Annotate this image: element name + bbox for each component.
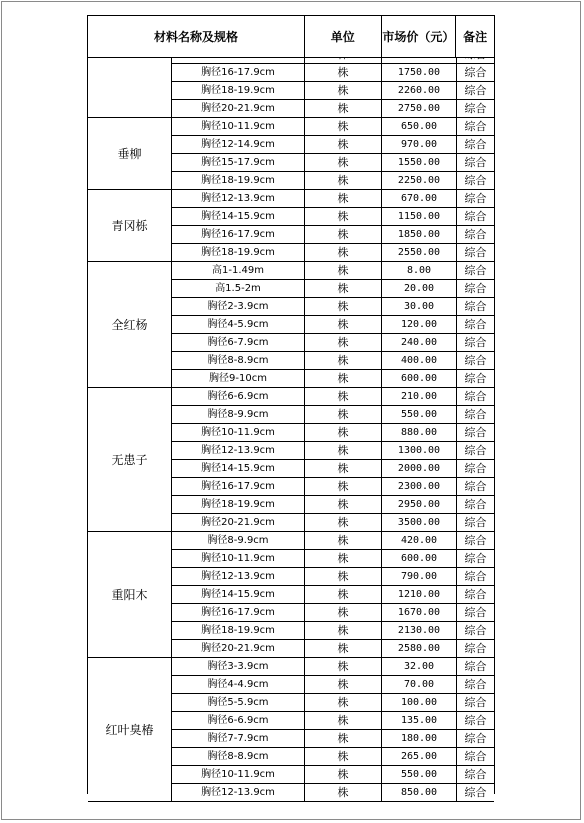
table-row — [172, 316, 494, 334]
table-row — [172, 532, 494, 550]
price-cell: 600.00 — [382, 370, 457, 387]
unit-cell: 株 — [305, 766, 382, 783]
table-row — [172, 478, 494, 496]
note-cell: 综合 — [464, 624, 487, 637]
group-name: 红叶臭椿 — [88, 658, 172, 801]
table-row — [172, 334, 494, 352]
price-cell: 2550.00 — [382, 244, 457, 261]
price-cell: 790.00 — [382, 568, 457, 585]
price-cell: 1150.00 — [382, 208, 457, 225]
table-row — [172, 82, 494, 100]
spec-cell: 胸径20-21.9cm — [172, 100, 305, 117]
unit-cell: 株 — [305, 676, 382, 693]
table-group — [88, 190, 494, 262]
header-name-spec: 材料名称及规格 — [88, 16, 305, 57]
table-row — [172, 118, 494, 136]
header-price: 市场价（元） — [382, 16, 457, 57]
table-row — [172, 208, 494, 226]
table-row — [172, 766, 494, 784]
spec-cell: 胸径10-11.9cm — [172, 766, 305, 783]
price-cell: 550.00 — [382, 766, 457, 783]
spec-cell: 胸径16-17.9cm — [172, 226, 305, 243]
table-row — [172, 280, 494, 298]
note-cell: 综合 — [464, 642, 487, 655]
price-cell: 120.00 — [382, 316, 457, 333]
table-row — [172, 100, 494, 117]
price-cell: 1750.00 — [382, 64, 457, 81]
table-row — [172, 64, 494, 82]
unit-cell: 株 — [305, 496, 382, 513]
note-cell: 综合 — [464, 714, 487, 727]
group-name: 垂柳 — [88, 118, 172, 189]
table-row — [172, 244, 494, 261]
price-cell: 2580.00 — [382, 640, 457, 657]
unit-cell: 株 — [305, 64, 382, 81]
unit-cell: 株 — [305, 370, 382, 387]
note-cell: 综合 — [464, 750, 487, 763]
spec-cell: 胸径5-5.9cm — [172, 694, 305, 711]
table-group — [88, 388, 494, 532]
price-cell: 2300.00 — [382, 478, 457, 495]
note-cell: 综合 — [464, 192, 487, 205]
note-cell: 综合 — [464, 336, 487, 349]
table-row — [172, 352, 494, 370]
spec-cell: 胸径12-14.9cm — [172, 136, 305, 153]
unit-cell: 株 — [305, 658, 382, 675]
note-cell: 综合 — [464, 318, 487, 331]
spec-cell: 胸径15-17.9cm — [172, 154, 305, 171]
table-row — [172, 622, 494, 640]
price-cell: 180.00 — [382, 730, 457, 747]
spec-cell: 胸径6-6.9cm — [172, 388, 305, 405]
unit-cell: 株 — [305, 442, 382, 459]
note-cell: 综合 — [464, 534, 487, 547]
spec-cell: 胸径12-13.9cm — [172, 568, 305, 585]
price-cell: 670.00 — [382, 190, 457, 207]
unit-cell: 株 — [305, 532, 382, 549]
spec-cell: 胸径18-19.9cm — [172, 82, 305, 99]
spec-cell: 胸径18-19.9cm — [172, 244, 305, 261]
note-cell: 综合 — [464, 246, 487, 259]
spec-cell: 胸径14-15.9cm — [172, 586, 305, 603]
spec-cell: 胸径18-19.9cm — [172, 622, 305, 639]
table-rows — [88, 46, 494, 802]
unit-cell: 株 — [305, 568, 382, 585]
unit-cell: 株 — [305, 226, 382, 243]
table-row — [172, 460, 494, 478]
note-cell: 综合 — [464, 390, 487, 403]
note-cell: 综合 — [464, 570, 487, 583]
table-row — [172, 370, 494, 387]
price-cell: 100.00 — [382, 694, 457, 711]
price-cell: 210.00 — [382, 388, 457, 405]
table-row — [172, 406, 494, 424]
unit-cell: 株 — [305, 514, 382, 531]
note-cell: 综合 — [464, 462, 487, 475]
price-cell: 265.00 — [382, 748, 457, 765]
price-cell: 30.00 — [382, 298, 457, 315]
spec-cell: 胸径8-8.9cm — [172, 352, 305, 369]
spec-cell: 胸径12-13.9cm — [172, 442, 305, 459]
table-group — [88, 262, 494, 388]
group-name: 无患子 — [88, 388, 172, 531]
spec-cell: 胸径8-8.9cm — [172, 748, 305, 765]
table-row — [172, 676, 494, 694]
spec-cell: 胸径10-11.9cm — [172, 424, 305, 441]
table-row — [172, 226, 494, 244]
price-cell: 880.00 — [382, 424, 457, 441]
note-cell: 综合 — [464, 174, 487, 187]
unit-cell: 株 — [305, 712, 382, 729]
table-row — [172, 712, 494, 730]
spec-cell: 胸径18-19.9cm — [172, 172, 305, 189]
price-cell: 550.00 — [382, 406, 457, 423]
note-cell: 综合 — [464, 552, 487, 565]
table-row — [172, 262, 494, 280]
table-row — [172, 154, 494, 172]
price-cell: 240.00 — [382, 334, 457, 351]
price-cell: 20.00 — [382, 280, 457, 297]
spec-cell: 胸径10-11.9cm — [172, 118, 305, 135]
spec-cell: 高1-1.49m — [172, 262, 305, 279]
table-header — [87, 15, 495, 58]
unit-cell: 株 — [305, 172, 382, 189]
note-cell: 综合 — [464, 300, 487, 313]
table-row — [172, 514, 494, 531]
unit-cell: 株 — [305, 406, 382, 423]
note-cell: 综合 — [464, 372, 487, 385]
spec-cell: 胸径9-10cm — [172, 370, 305, 387]
price-cell: 1550.00 — [382, 154, 457, 171]
price-cell: 2250.00 — [382, 172, 457, 189]
note-cell: 综合 — [464, 606, 487, 619]
unit-cell: 株 — [305, 586, 382, 603]
table-group — [88, 532, 494, 658]
unit-cell: 株 — [305, 730, 382, 747]
table-row — [172, 136, 494, 154]
spec-cell: 胸径10-11.9cm — [172, 550, 305, 567]
spec-cell: 胸径20-21.9cm — [172, 640, 305, 657]
table-row — [172, 640, 494, 657]
price-cell: 2950.00 — [382, 496, 457, 513]
note-cell: 综合 — [464, 210, 487, 223]
price-cell: 420.00 — [382, 532, 457, 549]
spec-cell: 胸径4-4.9cm — [172, 676, 305, 693]
note-cell: 综合 — [464, 66, 487, 79]
table-row — [172, 424, 494, 442]
table-group — [88, 658, 494, 802]
note-cell: 综合 — [464, 264, 487, 277]
unit-cell: 株 — [305, 298, 382, 315]
unit-cell: 株 — [305, 694, 382, 711]
price-cell: 1210.00 — [382, 586, 457, 603]
spec-cell: 胸径2-3.9cm — [172, 298, 305, 315]
table-row — [172, 550, 494, 568]
unit-cell: 株 — [305, 748, 382, 765]
unit-cell: 株 — [305, 100, 382, 117]
unit-cell: 株 — [305, 604, 382, 621]
unit-cell: 株 — [305, 784, 382, 801]
unit-cell: 株 — [305, 118, 382, 135]
note-cell: 综合 — [464, 156, 487, 169]
spec-cell: 胸径8-9.9cm — [172, 406, 305, 423]
price-cell: 600.00 — [382, 550, 457, 567]
spec-cell: 胸径16-17.9cm — [172, 478, 305, 495]
table-group — [88, 118, 494, 190]
group-name: 青冈栎 — [88, 190, 172, 261]
note-cell: 综合 — [464, 408, 487, 421]
table-row — [172, 190, 494, 208]
price-cell: 400.00 — [382, 352, 457, 369]
spec-cell: 胸径12-13.9cm — [172, 190, 305, 207]
spec-cell: 胸径14-15.9cm — [172, 460, 305, 477]
note-cell: 综合 — [464, 444, 487, 457]
note-cell: 综合 — [464, 282, 487, 295]
price-cell: 135.00 — [382, 712, 457, 729]
spec-cell: 胸径16-17.9cm — [172, 604, 305, 621]
unit-cell: 株 — [305, 550, 382, 567]
group-name: 重阳木 — [88, 532, 172, 657]
note-cell: 综合 — [464, 84, 487, 97]
unit-cell: 株 — [305, 208, 382, 225]
unit-cell: 株 — [305, 136, 382, 153]
price-cell: 2750.00 — [382, 100, 457, 117]
spec-cell: 胸径18-19.9cm — [172, 496, 305, 513]
unit-cell: 株 — [305, 388, 382, 405]
group-name: 全红杨 — [88, 262, 172, 387]
price-cell: 1300.00 — [382, 442, 457, 459]
unit-cell: 株 — [305, 460, 382, 477]
unit-cell: 株 — [305, 424, 382, 441]
spec-cell: 胸径20-21.9cm — [172, 514, 305, 531]
table-row — [172, 298, 494, 316]
price-cell: 850.00 — [382, 784, 457, 801]
table-row — [172, 694, 494, 712]
note-cell: 综合 — [464, 138, 487, 151]
table-row — [172, 586, 494, 604]
note-cell: 综合 — [464, 678, 487, 691]
unit-cell: 株 — [305, 640, 382, 657]
note-cell: 综合 — [464, 588, 487, 601]
price-cell: 70.00 — [382, 676, 457, 693]
note-cell: 综合 — [464, 516, 487, 529]
unit-cell: 株 — [305, 280, 382, 297]
note-cell: 综合 — [464, 426, 487, 439]
unit-cell: 株 — [305, 190, 382, 207]
note-cell: 综合 — [464, 480, 487, 493]
price-cell: 1850.00 — [382, 226, 457, 243]
price-cell: 1670.00 — [382, 604, 457, 621]
note-cell: 综合 — [464, 660, 487, 673]
header-note: 备注 — [463, 30, 488, 44]
price-cell: 8.00 — [382, 262, 457, 279]
unit-cell: 株 — [305, 262, 382, 279]
header-unit: 单位 — [305, 16, 382, 57]
note-cell: 综合 — [464, 102, 487, 115]
spec-cell: 胸径3-3.9cm — [172, 658, 305, 675]
table-row — [172, 442, 494, 460]
unit-cell: 株 — [305, 334, 382, 351]
table-row — [172, 388, 494, 406]
unit-cell: 株 — [305, 244, 382, 261]
spec-cell: 胸径8-9.9cm — [172, 532, 305, 549]
price-cell: 970.00 — [382, 136, 457, 153]
note-cell: 综合 — [464, 732, 487, 745]
spec-cell: 胸径6-6.9cm — [172, 712, 305, 729]
spec-cell: 高1.5-2m — [172, 280, 305, 297]
table-row — [172, 568, 494, 586]
note-cell: 综合 — [464, 498, 487, 511]
table-row — [172, 604, 494, 622]
note-cell: 综合 — [464, 228, 487, 241]
table-row — [172, 748, 494, 766]
table-row — [172, 496, 494, 514]
unit-cell: 株 — [305, 82, 382, 99]
spec-cell: 胸径7-7.9cm — [172, 730, 305, 747]
unit-cell: 株 — [305, 352, 382, 369]
spec-cell: 胸径6-7.9cm — [172, 334, 305, 351]
spec-cell: 胸径12-13.9cm — [172, 784, 305, 801]
spec-cell: 胸径16-17.9cm — [172, 64, 305, 81]
note-cell: 综合 — [464, 120, 487, 133]
price-cell: 2260.00 — [382, 82, 457, 99]
note-cell: 综合 — [464, 768, 487, 781]
spec-cell: 胸径14-15.9cm — [172, 208, 305, 225]
price-cell: 2130.00 — [382, 622, 457, 639]
unit-cell: 株 — [305, 316, 382, 333]
note-cell: 综合 — [464, 696, 487, 709]
note-cell: 综合 — [464, 786, 487, 799]
spec-cell: 胸径4-5.9cm — [172, 316, 305, 333]
price-cell: 3500.00 — [382, 514, 457, 531]
note-cell: 综合 — [464, 354, 487, 367]
table-row — [172, 730, 494, 748]
table-row — [172, 784, 494, 801]
table-body — [87, 58, 495, 799]
price-cell: 32.00 — [382, 658, 457, 675]
table-row — [172, 172, 494, 189]
table-row — [172, 658, 494, 676]
unit-cell: 株 — [305, 478, 382, 495]
price-table — [87, 15, 495, 799]
unit-cell: 株 — [305, 154, 382, 171]
price-cell: 2000.00 — [382, 460, 457, 477]
unit-cell: 株 — [305, 622, 382, 639]
price-cell: 650.00 — [382, 118, 457, 135]
